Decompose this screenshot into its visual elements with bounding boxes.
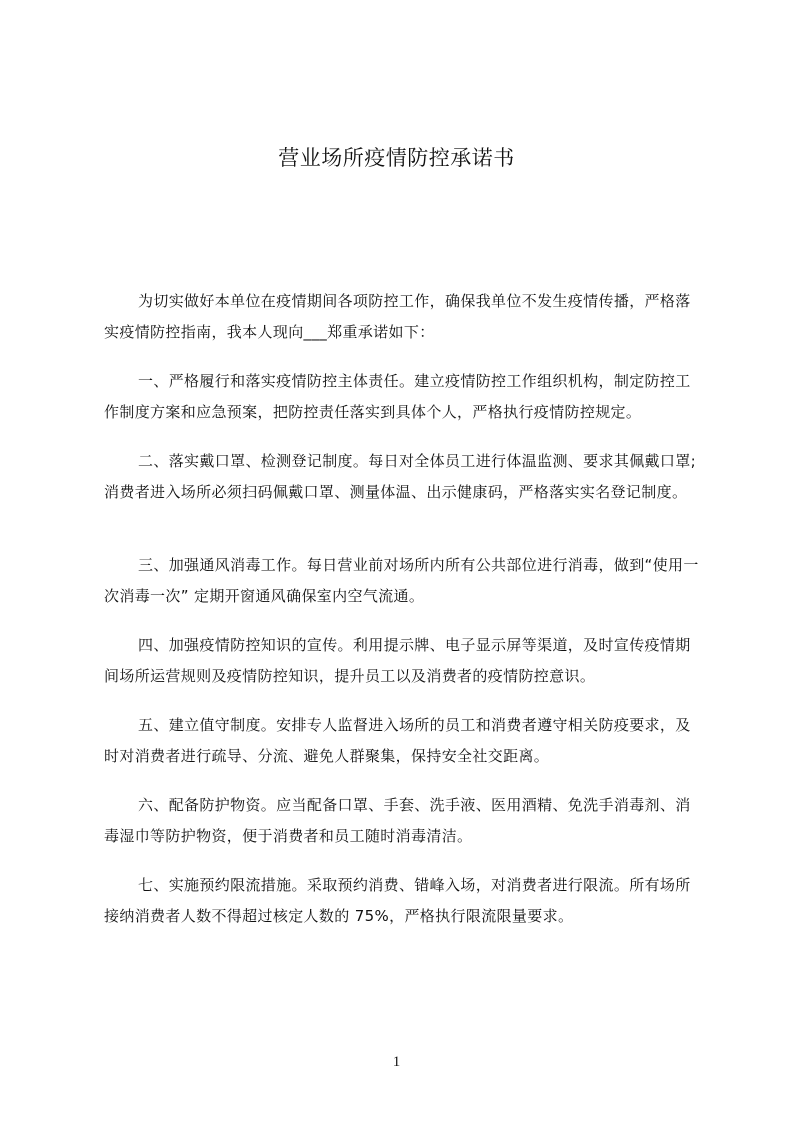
document-title: 营业场所疫情防控承诺书	[278, 146, 515, 170]
clause-1-paragraph: 一、严格履行和落实疫情防控主体责任。建立疫情防控工作组织机构，制定防控工作制度方案和应急预案，把防控责任落实到具体个人，严格执行疫情防控规定。	[104, 372, 691, 421]
clause-3-paragraph: 三、加强通风消毒工作。每日营业前对场所内所有公共部位进行消毒，做到“使用一次消毒一次” 定期开窗通风确保室内空气流通。	[104, 556, 699, 605]
clause-6-paragraph: 六、配备防护物资。应当配备口罩、手套、洗手液、医用酒精、免洗手消毒剂、消毒湿巾等防护物资，便于消费者和员工随时消毒清洁。	[104, 796, 691, 845]
page-number: 1	[392, 1054, 401, 1070]
clause-2-paragraph: 二、落实戴口罩、检测登记制度。每日对全体员工进行体温监测、要求其佩戴口罩;消费者进入场所必须扫码佩戴口罩、测量体温、出示健康码，严格落实实名登记制度。	[104, 452, 697, 501]
clause-7-paragraph: 七、实施预约限流措施。采取预约消费、错峰入场，对消费者进行限流。所有场所接纳消费者人数不得超过核定人数的 75%，严格执行限流限量要求。	[104, 876, 691, 925]
clause-5-paragraph: 五、建立值守制度。安排专人监督进入场所的员工和消费者遵守相关防疫要求，及时对消费者进行疏导、分流、避免人群聚集，保持安全社交距离。	[104, 716, 691, 765]
intro-paragraph: 为切实做好本单位在疫情期间各项防控工作，确保我单位不发生疫情传播，严格落实疫情防控指南，我本人现向___郑重承诺如下：	[104, 292, 691, 341]
clause-4-paragraph: 四、加强疫情防控知识的宣传。利用提示牌、电子显示屏等渠道，及时宣传疫情期间场所运营规则及疫情防控知识，提升员工以及消费者的疫情防控意识。	[104, 636, 691, 685]
